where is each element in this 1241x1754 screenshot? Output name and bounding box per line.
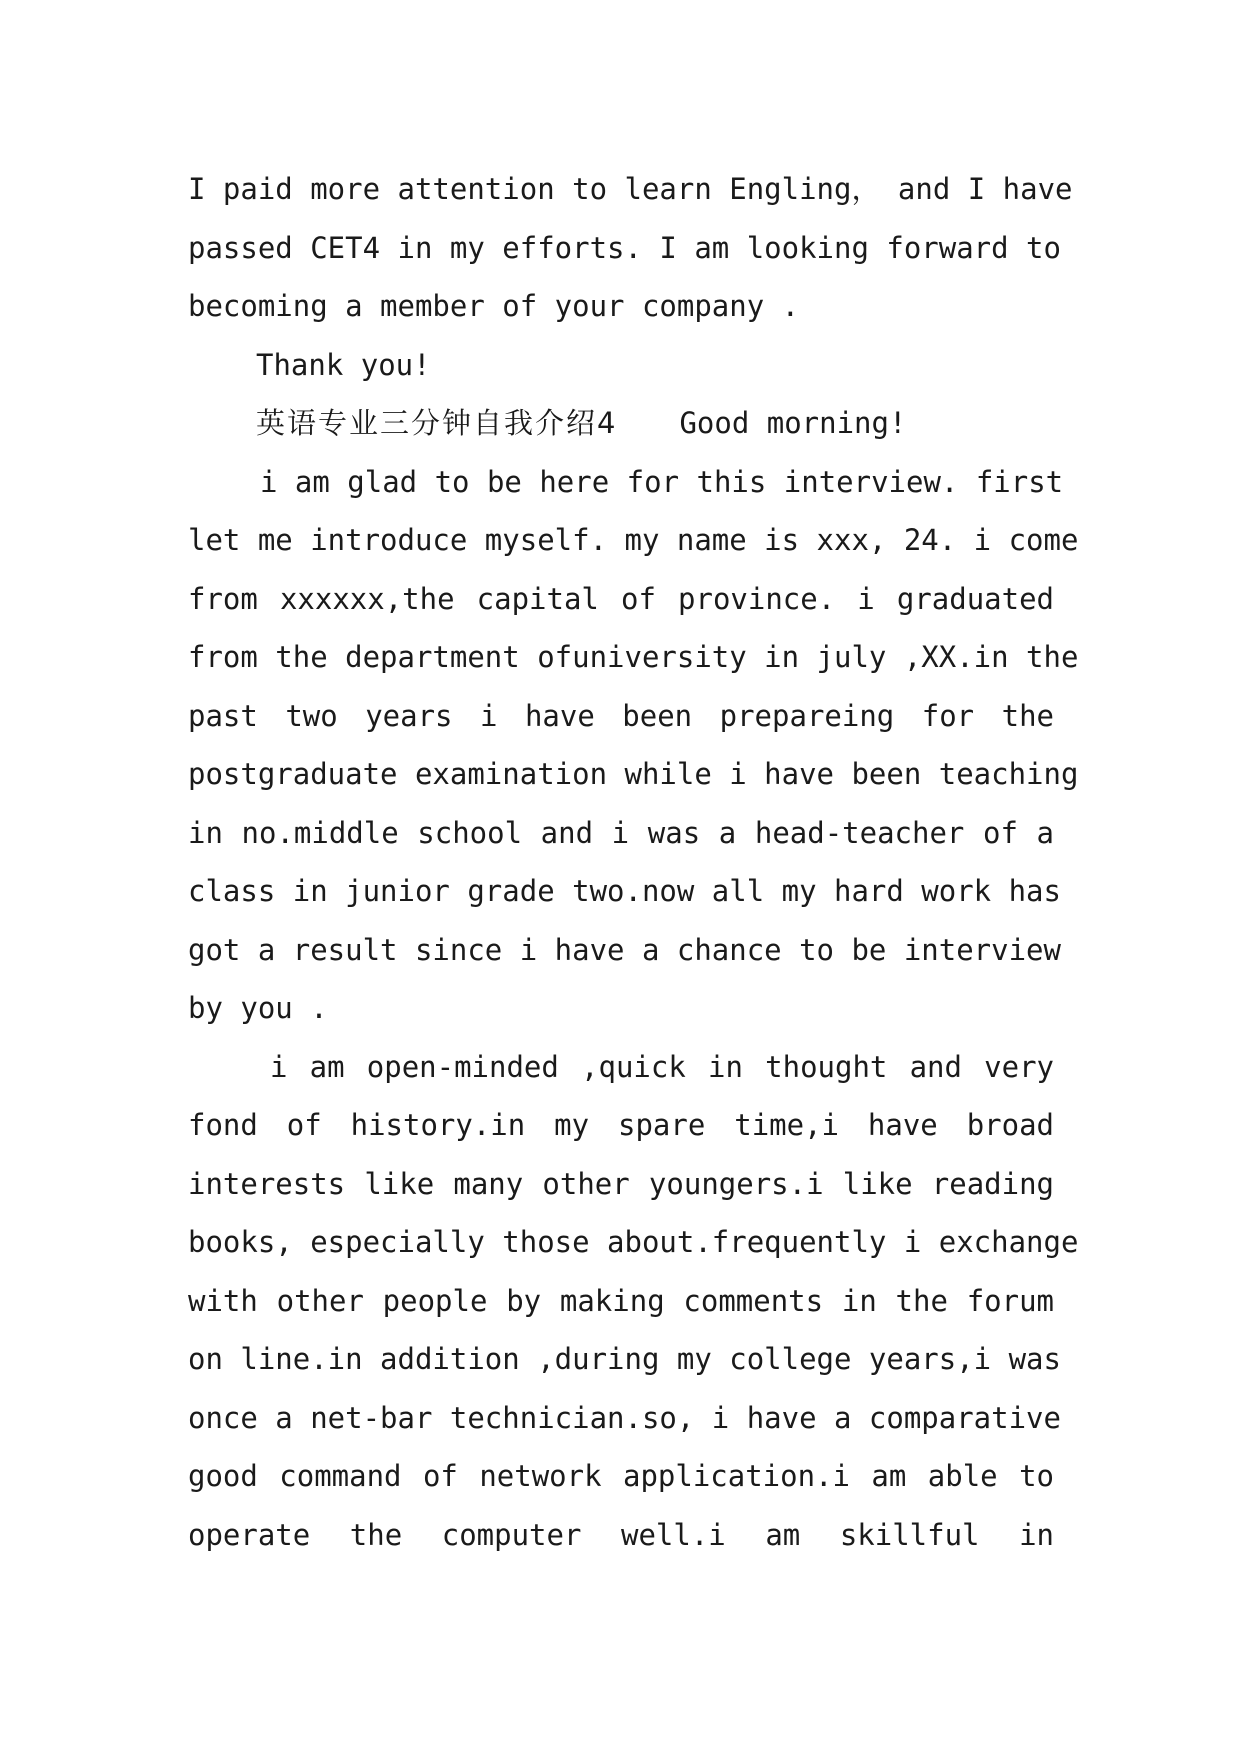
text-line: books, especially those about.frequently i exchange — [188, 1225, 1079, 1259]
text-line: becoming a member of your company . — [188, 289, 800, 323]
text-line: by you . — [188, 991, 328, 1025]
text-line: class in junior grade two.now all my hard work has — [188, 874, 1061, 908]
text-line: with other people by making comments in the forum — [188, 1283, 1054, 1318]
text-line: let me introduce myself. my name is xxx, 24. i come — [188, 523, 1079, 557]
text-line: i am glad to be here for this interview. first — [260, 464, 1064, 499]
document-body — [188, 160, 1079, 1564]
text-line: in no.middle school and i was a head-teacher of a — [188, 815, 1054, 850]
text-line: on line.in addition ,during my college years,i was — [188, 1342, 1061, 1376]
text-line: from the department ofuniversity in july ,XX.in the — [188, 640, 1079, 674]
text-line: operate the computer well.i am skillful in — [188, 1517, 1054, 1552]
text-line: good command of network application.i am able to — [188, 1459, 1054, 1493]
text-line: passed CET4 in my efforts. I am looking forward to — [188, 230, 1061, 265]
greeting: Good morning! — [679, 406, 907, 440]
section-heading — [188, 394, 1054, 453]
text-line: got a result since i have a chance to be interview — [188, 932, 1061, 967]
text-line: fond of history.in my spare time,i have broad — [188, 1108, 1054, 1142]
section-title: 英语专业三分钟自我介绍4 — [256, 406, 618, 440]
text-line: once a net-bar technician.so, i have a comparative — [188, 1400, 1061, 1435]
text-line: postgraduate examination while i have been teaching — [188, 757, 1079, 791]
text-line: I paid more attention to learn Engling， and I have — [188, 172, 1073, 206]
text-line: past two years i have been prepareing for the — [188, 698, 1054, 733]
text-line: interests like many other youngers.i like reading — [188, 1166, 1054, 1201]
closing-line: Thank you! — [256, 347, 431, 382]
text-line: from xxxxxx,the capital of province. i graduated — [188, 581, 1054, 616]
text-line: i am open-minded ,quick in thought and very — [270, 1049, 1054, 1084]
